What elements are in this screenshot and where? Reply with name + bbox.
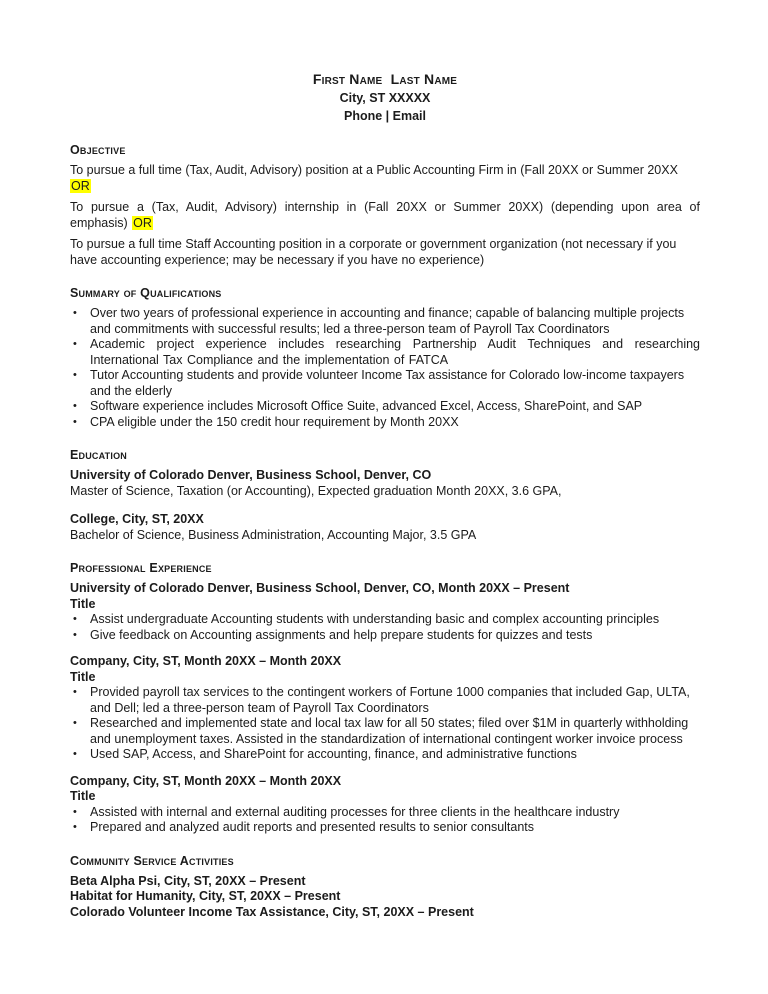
bullet-glyph: • xyxy=(73,748,77,760)
section-professional-experience xyxy=(70,560,700,836)
bullet-item xyxy=(70,716,700,747)
bold-text-line: University of Colorado Denver, Business School, Denver, CO, Month 20XX – Present xyxy=(70,581,570,595)
bullet-glyph: • xyxy=(73,369,77,381)
text-run: Prepared and analyzed audit reports and presented results to senior consultants xyxy=(90,820,535,834)
section-objective xyxy=(70,142,700,268)
blank-line xyxy=(70,763,700,774)
bullet-glyph: • xyxy=(73,338,77,350)
bold-text-line: Title xyxy=(70,669,96,684)
text-run: Tutor Accounting students and provide volunteer Income Tax assistance for Colorado low-income taxpayers and the elderly xyxy=(90,368,685,398)
paragraph xyxy=(70,163,700,194)
resume-sections xyxy=(70,142,700,920)
text-run: CPA eligible under the 150 credit hour requirement by Month 20XX xyxy=(90,414,459,429)
text-line: Master of Science, Taxation (or Accounting), Expected graduation Month 20XX, 3.6 GPA, xyxy=(70,483,562,498)
bullet-item xyxy=(70,628,700,644)
bullet-glyph: • xyxy=(73,717,77,729)
paragraph xyxy=(70,200,700,231)
text-run: Software experience includes Microsoft Office Suite, advanced Excel, Access, SharePoint, and SAP xyxy=(90,399,643,413)
bullet-item xyxy=(70,337,700,368)
paragraph xyxy=(70,237,700,268)
section-heading: Education xyxy=(70,448,127,462)
text-line: Bachelor of Science, Business Administration, Accounting Major, 3.5 GPA xyxy=(70,527,477,542)
bullet-list xyxy=(70,612,700,643)
bold-text-line: College, City, ST, 20XX xyxy=(70,512,204,526)
bullet-glyph: • xyxy=(73,613,77,625)
section-heading: Summary of Qualifications xyxy=(70,286,222,300)
bullet-item xyxy=(70,747,700,763)
text-run: Researched and implemented state and local tax law for all 50 states; filed over $1M in quarterly withholding and unemployment taxes. Assisted in the standardization of international contingent worker invoice process xyxy=(90,716,689,746)
text-run: To pursue a (Tax, Audit, Advisory) internship in (Fall 20XX or Summer 20XX) (depending upon area of emphasis) xyxy=(70,200,700,230)
resume-header xyxy=(70,70,700,125)
bullet-item xyxy=(70,306,700,337)
bullet-glyph: • xyxy=(73,821,77,833)
bold-text-line: Company, City, ST, Month 20XX – Month 20XX xyxy=(70,654,342,668)
text-run: Assisted with internal and external auditing processes for three clients in the healthcare industry xyxy=(90,804,620,819)
highlight-mark: OR xyxy=(71,178,90,193)
bold-text-line: Company, City, ST, Month 20XX – Month 20XX xyxy=(70,773,342,788)
highlight-mark: OR xyxy=(133,215,152,230)
text-run: Give feedback on Accounting assignments and help prepare students for quizzes and tests xyxy=(90,627,593,642)
bold-text-line: University of Colorado Denver, Business School, Denver, CO xyxy=(70,468,432,482)
text-run: Assist undergraduate Accounting students with understanding basic and complex accounting principles xyxy=(90,612,660,626)
section-community-service-activities xyxy=(70,853,700,921)
text-run: To pursue a full time Staff Accounting position in a corporate or government organization (not necessary if you have accounting experience; may be necessary if you have no experience) xyxy=(70,237,677,267)
bullet-list xyxy=(70,306,700,430)
section-heading: Professional Experience xyxy=(70,561,212,575)
text-run: Provided payroll tax services to the contingent workers of Fortune 1000 companies that included Gap, ULTA, and Dell; led a three-person team of Payroll Tax Coordinators xyxy=(90,685,690,715)
bold-text-line: Title xyxy=(70,596,96,611)
bold-text-line: Beta Alpha Psi, City, ST, 20XX – Present xyxy=(70,873,306,888)
bullet-list xyxy=(70,685,700,763)
section-heading: Community Service Activities xyxy=(70,853,234,868)
bullet-glyph: • xyxy=(73,400,77,412)
blank-line xyxy=(70,643,700,654)
bullet-list xyxy=(70,805,700,836)
bullet-item xyxy=(70,685,700,716)
text-run: To pursue a full time (Tax, Audit, Advisory) position at a Public Accounting Firm in (Fall 20XX or Summer 20XX xyxy=(70,163,678,177)
bullet-item xyxy=(70,415,700,431)
section-heading: Objective xyxy=(70,143,126,157)
bullet-glyph: • xyxy=(73,307,77,319)
section-summary-of-qualifications xyxy=(70,285,700,430)
text-run: Academic project experience includes researching Partnership Audit Techniques and researching International Tax Compliance and the implementation of FATCA xyxy=(90,337,700,367)
bold-text-line: Title xyxy=(70,789,96,803)
section-education xyxy=(70,447,700,543)
bold-text-line: Habitat for Humanity, City, ST, 20XX – Present xyxy=(70,889,341,903)
text-run: Used SAP, Access, and SharePoint for accounting, finance, and administrative functions xyxy=(90,747,577,761)
bold-text-line: Colorado Volunteer Income Tax Assistance, City, ST, 20XX – Present xyxy=(70,904,474,919)
bullet-glyph: • xyxy=(73,805,77,818)
candidate-location: City, ST XXXXX xyxy=(339,91,431,105)
bullet-glyph: • xyxy=(73,628,77,641)
bullet-glyph: • xyxy=(73,415,77,428)
bullet-glyph: • xyxy=(73,686,77,698)
text-run: Over two years of professional experience in accounting and finance; capable of balancing multiple projects and commitments with successful results; led a three-person team of Payroll Tax Coordinators xyxy=(90,306,685,336)
bullet-item xyxy=(70,368,700,399)
candidate-name: First Name Last Name xyxy=(312,71,458,87)
bullet-item xyxy=(70,805,700,821)
bullet-item xyxy=(70,399,700,415)
bullet-item xyxy=(70,612,700,628)
candidate-contact: Phone | Email xyxy=(344,109,426,123)
blank-line xyxy=(70,499,700,512)
bullet-item xyxy=(70,820,700,836)
